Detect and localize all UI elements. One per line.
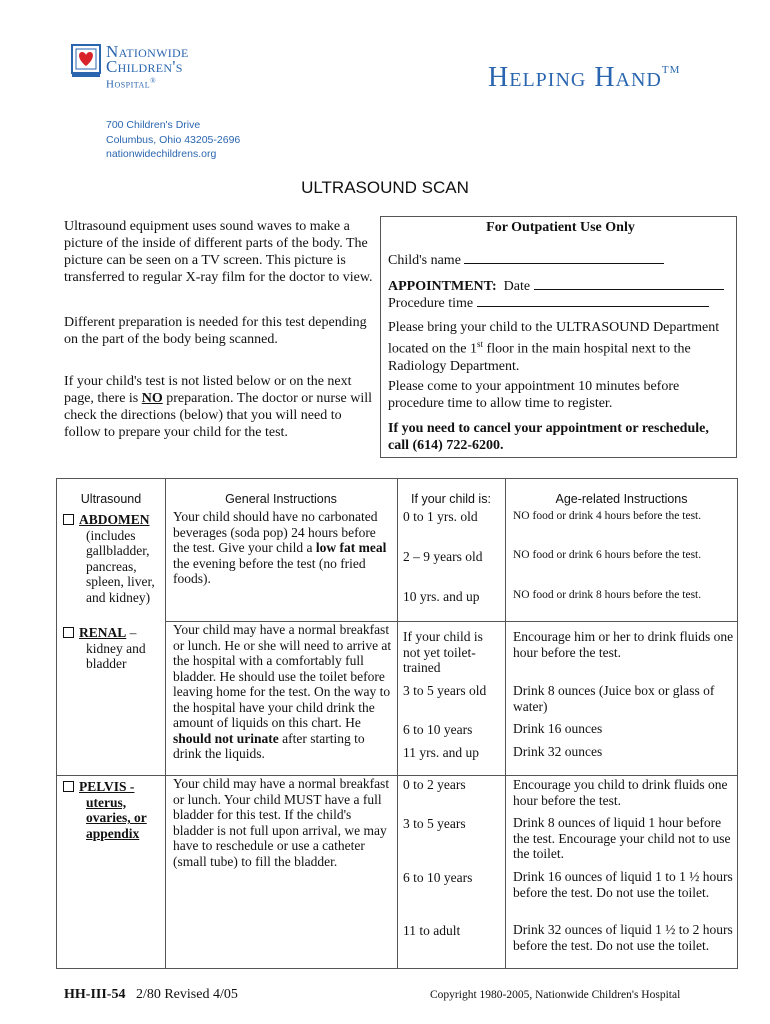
renal-age-1: If your child is not yet toilet-trained bbox=[403, 629, 483, 675]
abdomen-instr-bold: low fat meal bbox=[315, 540, 387, 555]
pelvis-label: PELVIS - bbox=[79, 779, 135, 794]
date-field[interactable] bbox=[534, 277, 724, 290]
renal-age-instr-4: Drink 32 ounces bbox=[513, 744, 603, 759]
registered-mark: ® bbox=[150, 77, 157, 85]
abdomen-cell bbox=[63, 512, 163, 605]
abdomen-age-1: 0 to 1 yrs. old bbox=[403, 509, 478, 524]
abdomen-instr-before: Your child should have no carbonated beverages (soda pop) 24 hours before the test. Give your child a bbox=[173, 509, 378, 555]
pelvis-instructions: Your child may have a normal breakfast or lunch. Your child MUST have a full bladder for this test. If the child's bladder is not full upon arrival, we may have to reschedule or use a catheter (small tube) to fill the bladder. bbox=[173, 776, 390, 869]
location-after: floor in the main hospital next to the Radiology Department. bbox=[388, 341, 691, 374]
renal-instr-before: Your child may have a normal breakfast or lunch. He or she will need to arrive at the hospital with a comfortably full bladder. He should use the toilet before leaving home for the test. On the way to the hospital have your child drink the amount of liquids on this chart. He bbox=[173, 622, 392, 730]
outpatient-heading: For Outpatient Use Only bbox=[486, 220, 635, 235]
address-website: nationwidechildrens.org bbox=[106, 148, 217, 160]
col-header-ultrasound: Ultrasound bbox=[80, 492, 142, 506]
pelvis-age-instr-1: Encourage you child to drink fluids one hour before the test. bbox=[513, 777, 728, 808]
location-before: Please bring your child to the ULTRASOUND Department located on the 1 bbox=[388, 320, 720, 357]
procedure-time-field[interactable] bbox=[477, 294, 709, 307]
procedure-time-label: Procedure time bbox=[388, 296, 474, 311]
pelvis-cell bbox=[63, 779, 163, 841]
pelvis-detail: uterus, ovaries, or appendix bbox=[86, 794, 147, 841]
heart-in-square-icon bbox=[71, 44, 101, 78]
renal-age-instr-2: Drink 8 ounces (Juice box or glass of water) bbox=[513, 683, 715, 714]
renal-dash: – bbox=[126, 625, 137, 640]
org-name-line3-text: Hospital bbox=[106, 78, 151, 91]
intro-p3-no: NO bbox=[141, 391, 163, 406]
intro-p1-text: Ultrasound equipment uses sound waves to make a picture of the inside of different parts of the body. The picture can be seen on a TV screen. This picture is transferred to regular X-ray film for the doctor to view. bbox=[64, 219, 373, 285]
location-sup: st bbox=[477, 339, 484, 349]
trademark-mark: TM bbox=[661, 64, 681, 76]
appointment-row bbox=[388, 277, 733, 295]
renal-instr-bold: should not urinate bbox=[173, 730, 279, 746]
abdomen-instructions bbox=[173, 509, 393, 587]
renal-detail: kidney and bladder bbox=[86, 640, 146, 671]
abdomen-age-2: 2 – 9 years old bbox=[403, 549, 483, 564]
org-name-line3 bbox=[106, 74, 189, 93]
renal-label: RENAL bbox=[79, 625, 127, 640]
address-block bbox=[106, 118, 240, 162]
outpatient-box bbox=[380, 216, 737, 458]
form-number: HH-III-54 bbox=[64, 987, 126, 1002]
table-divider bbox=[505, 479, 506, 968]
address-line1: 700 Children's Drive bbox=[106, 119, 201, 131]
pelvis-checkbox[interactable] bbox=[63, 781, 74, 792]
table-divider bbox=[165, 479, 166, 968]
abdomen-age-3: 10 yrs. and up bbox=[403, 589, 480, 604]
pelvis-age-instr-4: Drink 32 ounces of liquid 1 ½ to 2 hours before the test. Do not use the toilet. bbox=[513, 922, 733, 953]
pelvis-age-instr-3: Drink 16 ounces of liquid 1 to 1 ½ hours before the test. Do not use the toilet. bbox=[513, 869, 733, 900]
organization-name bbox=[106, 44, 189, 93]
cancel-note: If you need to cancel your appointment or reschedule, call (614) 722-6200. bbox=[388, 421, 709, 453]
renal-instr-after: after starting to drink the liquids. bbox=[173, 730, 365, 761]
col-header-child-is: If your child is: bbox=[411, 492, 491, 506]
page-title: ULTRASOUND SCAN bbox=[301, 178, 469, 197]
copyright-notice: Copyright 1980-2005, Nationwide Children's Hospital bbox=[430, 989, 681, 1001]
renal-cell bbox=[63, 625, 163, 672]
procedure-time-row bbox=[388, 294, 733, 312]
col-header-age-related: Age-related Instructions bbox=[555, 492, 688, 506]
childs-name-field[interactable] bbox=[464, 251, 664, 264]
pelvis-age-4: 11 to adult bbox=[403, 923, 461, 938]
pelvis-age-instr-2: Drink 8 ounces of liquid 1 hour before the test. Encourage your child not to use the toilet. bbox=[513, 815, 731, 861]
renal-age-instr-1: Encourage him or her to drink fluids one hour before the test. bbox=[513, 629, 734, 660]
intro-p3-after: preparation. The doctor or nurse will check the directions (below) that you will need to follow to prepare your child for the test. bbox=[64, 391, 373, 440]
table-divider bbox=[397, 479, 398, 968]
org-name-line1: Nationwide bbox=[106, 42, 189, 61]
renal-age-instr-3: Drink 16 ounces bbox=[513, 721, 603, 736]
abdomen-age-instr-3: NO food or drink 8 hours before the test. bbox=[513, 589, 702, 601]
childs-name-row bbox=[388, 251, 733, 269]
col-header-general: General Instructions bbox=[225, 492, 337, 506]
abdomen-instr-after: the evening before the test (no fried foods). bbox=[173, 555, 366, 586]
pelvis-age-3: 6 to 10 years bbox=[403, 870, 473, 885]
renal-age-4: 11 yrs. and up bbox=[403, 745, 479, 760]
form-identifier bbox=[64, 987, 238, 1003]
childs-name-label: Child's name bbox=[388, 253, 461, 268]
abdomen-age-instr-2: NO food or drink 6 hours before the test. bbox=[513, 549, 702, 561]
pelvis-age-1: 0 to 2 years bbox=[403, 777, 466, 792]
brand-title bbox=[488, 62, 680, 94]
abdomen-age-instr-1: NO food or drink 4 hours before the test. bbox=[513, 510, 702, 522]
intro-paragraph-3 bbox=[64, 373, 374, 441]
revision-dates: 2/80 Revised 4/05 bbox=[135, 987, 238, 1002]
intro-p2-text: Different preparation is needed for this test depending on the part of the body being scanned. bbox=[64, 315, 367, 347]
abdomen-detail: (includes gallbladder, pancreas, spleen, liver, and kidney) bbox=[86, 527, 155, 605]
intro-paragraph-2 bbox=[64, 314, 374, 348]
intro-p3-before: If your child's test is not listed below or on the next page, there is bbox=[64, 374, 352, 406]
table-divider bbox=[57, 775, 738, 776]
renal-age-2: 3 to 5 years old bbox=[403, 683, 487, 698]
abdomen-checkbox[interactable] bbox=[63, 514, 74, 525]
appointment-label: APPOINTMENT: bbox=[388, 279, 497, 294]
renal-instructions bbox=[173, 622, 393, 762]
date-label: Date bbox=[503, 279, 531, 294]
renal-checkbox[interactable] bbox=[63, 627, 74, 638]
org-name-line2: Children's bbox=[106, 57, 183, 76]
address-line2: Columbus, Ohio 43205-2696 bbox=[106, 133, 241, 146]
intro-paragraph-1 bbox=[64, 218, 374, 286]
instructions-table bbox=[56, 478, 738, 969]
arrival-note: Please come to your appointment 10 minutes before procedure time to allow time to register. bbox=[388, 379, 680, 411]
pelvis-age-2: 3 to 5 years bbox=[403, 816, 466, 831]
location-note bbox=[388, 319, 733, 375]
abdomen-label: ABDOMEN bbox=[79, 512, 150, 527]
renal-age-3: 6 to 10 years bbox=[403, 722, 473, 737]
brand-text: Helping Hand bbox=[488, 62, 662, 93]
